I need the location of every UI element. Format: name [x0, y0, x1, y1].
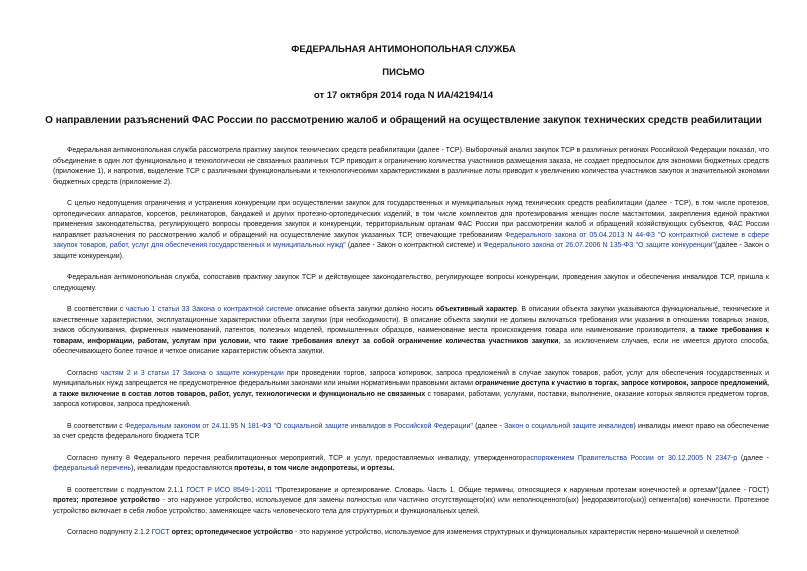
- paragraph-text: "Протезирование и ортезирование. Словарь. Часть 1. Общие термины, относящиеся к наружным протезам конечностей и ортезам"(далее - ГОСТ): [272, 486, 770, 494]
- bold-text: объективный характер: [435, 306, 517, 313]
- paragraph-2: [53, 199, 769, 262]
- gost-iso-link[interactable]: ГОСТ Р ИСО 8549-1-2011: [186, 486, 273, 494]
- disabled-protection-law-link[interactable]: Закон о социальной защите инвалидов: [504, 422, 634, 430]
- paragraph-text: (далее -: [472, 422, 505, 430]
- gost-link[interactable]: ГОСТ: [151, 529, 170, 536]
- bold-text: а также требования к товарам, информации, работам, услугам при условии, что такие требования влекут за собой ограничение количества участников закупки: [53, 327, 769, 345]
- article-17-link[interactable]: частям 2 и 3 статьи 17 Закона о защите конкуренции: [100, 369, 284, 377]
- law-44fz-link[interactable]: Федерального закона от 05.04.2013 N 44-ФЗ "О контрактной системе в сфере закупок товаров, работ, услуг для обеспечения государственных и муниципальных нужд": [53, 231, 769, 249]
- paragraph-text: В соответствии с: [67, 422, 125, 430]
- law-135fz-link[interactable]: Федерального закона от 26.07.2006 N 135-ФЗ "О защите конкуренции": [483, 242, 716, 249]
- paragraph-3: [53, 273, 769, 294]
- paragraph-text: ) инвалиды имеют право на обеспечение за счет средств федерального бюджета ТСР.: [53, 422, 769, 440]
- federal-list-link[interactable]: федеральный перечень: [53, 465, 132, 472]
- bold-text: протезы, в том числе эндопротезы, и ортезы.: [234, 465, 395, 472]
- paragraph-text: - это наружное устройство, используемое для замены полностью или частично отсутствующего(их) или неполноценного(ых) [недоразвитого(ых)] сегмента(ов) конечности. Протезное устройство включает в себя любое устройство, заменяющее часть человеческого тела для структурных и функциональных целей.: [53, 497, 770, 515]
- paragraph-text: . В описании объекта закупки указываются функциональные, технические и качественные характеристики, эксплуатационные характеристики объекта закупки (при необходимости). В описание объекта закупки не должны включаться требования или указания в отношении товарных знаков, знаков обслуживания, фирменных наименований, патентов, полезных моделей, промышленных образцов, наименование места происхождения товара или наименование производителя,: [53, 306, 769, 334]
- paragraph-text: Федеральная антимонопольная служба рассмотрела практику закупок технических средств реабилитации (далее - ТСР). Выборочный анализ закупок ТСР в различных регионах Российской Федерации показал, что объединение в один лот функционально и технологически не связанных различных ТСР приводит к ограничению количества участников размещения заказа, не создает предпосылок для экономии бюджетных средств (приложение 1), и напротив, выделение ТСР с различными функциональными и технологическими характеристиками в различные лоты приводит к увеличению количества участников закупок и значительной экономии бюджетных средств (приложение 2).: [53, 147, 769, 186]
- bold-text: протез; протезное устройство: [53, 497, 160, 504]
- paragraph-text: В соответствии с: [67, 306, 126, 313]
- government-order-link[interactable]: распоряжением Правительства России от 30.12.2005 N 2347-р: [522, 454, 738, 462]
- paragraph-text: с товарами, работами, услугами, поставки, выполнение, оказание которых являются предметом торгов, запроса котировок, запроса предложений.: [53, 390, 770, 408]
- paragraph-8: [53, 486, 769, 518]
- paragraph-text: С целью недопущения ограничения и устранения конкуренции при осуществлении закупок для государственных и муниципальных нужд технических средств реабилитации (далее - ТСР), в том числе протезов, ортопедических аппаратов, корсетов, реклинаторов, бандажей и других протезно-ортопедических изделий, в том числе комплектов для протезирования женщин после мастэктомии, закрепления единой практики применения законодательства, регулирующего вопросы проведения закупок и конкуренции, территориальным органам ФАС России при рассмотрении жалоб и обращений хозяйствующих субъектов, ФАС России направляет разъяснения по рассмотрению жалоб и обращений на осуществление закупок указанных ТСР, отвечающие требованиям: [53, 200, 769, 239]
- law-181fz-link[interactable]: Федеральным законом от 24.11.95 N 181-ФЗ "О социальной защите инвалидов в Российской Федерации": [124, 422, 473, 430]
- paragraph-text: (далее - Закон о контрактной системе) и: [345, 242, 484, 249]
- document-type: ПИСЬМО: [382, 67, 425, 78]
- agency-name: ФЕДЕРАЛЬНАЯ АНТИМОНОПОЛЬНАЯ СЛУЖБА: [291, 44, 516, 55]
- paragraph-5: [53, 369, 769, 411]
- paragraph-text: при проведении торгов, запроса котировок, запроса предложений в случае закупок товаров, работ, услуг для обеспечения государственных и муниципальных нужд запрещается не предусмотренное федеральными законами или иными нормативными правовыми актами: [53, 369, 770, 387]
- paragraph-1: [53, 146, 769, 188]
- paragraph-text: В соответствии с подпунктом 2.1.1: [67, 486, 187, 494]
- bold-text: ограничение доступа к участию в торгах, запросе котировок, запросе предложений, а также включение в состав лотов товаров, работ, услуг, технологически и функционально не связанных: [53, 380, 769, 398]
- paragraph-text: Федеральная антимонопольная служба, сопоставив практику закупок ТСР и действующее законодательство, регулирующее вопросы конкуренции, проведения закупок и обеспечения инвалидов ТСР, пришла к следующему.: [53, 274, 769, 292]
- paragraph-text: - это наружное устройство, используемое для изменения структурных и функциональных характеристик нервно-мышечной и скелетной: [293, 529, 739, 536]
- document-date: от 17 октября 2014 года N ИА/42194/14: [313, 90, 494, 101]
- page-title: О направлении разъяснений ФАС России по рассмотрению жалоб и обращений на осуществление закупок технических средств реабилитации: [45, 115, 762, 126]
- paragraph-9: [53, 528, 769, 539]
- document-body: [53, 146, 769, 550]
- paragraph-text: (далее - Закон о защите конкуренции).: [53, 242, 770, 260]
- paragraph-text: Согласно пункту 8 Федерального перечня реабилитационных мероприятий, ТСР и услуг, предоставляемых инвалиду, утвержденного: [67, 454, 523, 462]
- paragraph-text: , за исключением случаев, если не имеется другого способа, обеспечивающего более точное и четкое описание характеристик объекта закупки.: [53, 337, 769, 355]
- paragraph-text: Согласно подпункту 2.1.2: [67, 529, 152, 536]
- paragraph-text: ), инвалидам предоставляются: [131, 465, 235, 472]
- article-33-link[interactable]: частью 1 статьи 33 Закона о контрактной системе: [125, 306, 293, 313]
- paragraph-text: описание объекта закупки должно носить: [292, 306, 436, 313]
- paragraph-text: Согласно: [67, 369, 101, 377]
- paragraph-4: [53, 305, 769, 358]
- bold-text: ортез; ортопедическое устройство: [171, 529, 294, 536]
- paragraph-text: (далее -: [737, 454, 769, 462]
- paragraph-7: [53, 454, 769, 475]
- paragraph-6: [53, 422, 769, 443]
